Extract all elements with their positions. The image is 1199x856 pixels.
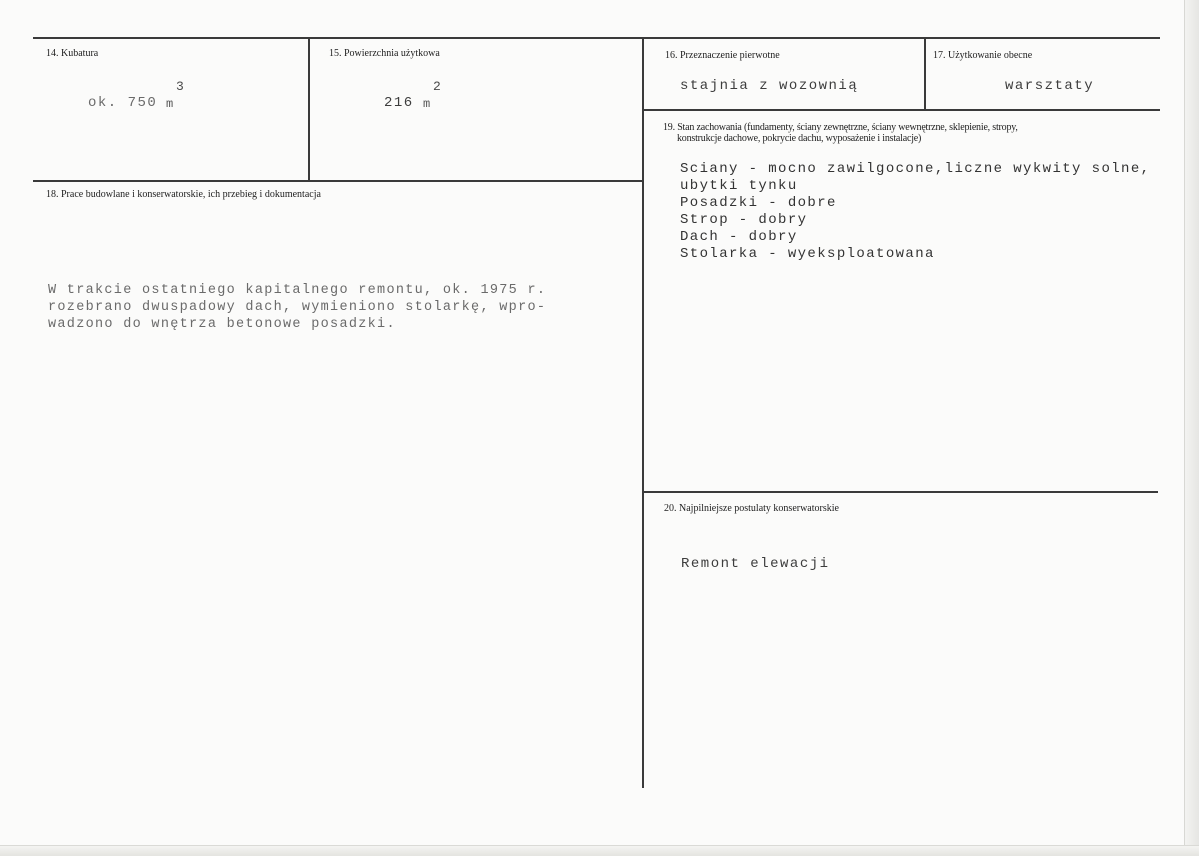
- field-15-exponent: 2: [433, 79, 441, 94]
- field-20-label: 20. Najpilniejsze postulaty konserwatorskie: [664, 503, 839, 514]
- field-19-line: Sciany - mocno zawilgocone,liczne wykwity solne,: [680, 161, 1151, 177]
- field-17-value: warsztaty: [1005, 78, 1095, 94]
- main-vertical-divider: [642, 37, 644, 788]
- field-19-label-line-1: 19. Stan zachowania (fundamenty, ściany zewnętrzne, ściany wewnętrzne, sklepienie, stropy,: [663, 122, 1018, 133]
- rule-above-20: [644, 491, 1158, 493]
- field-14-label: 14. Kubatura: [46, 48, 99, 59]
- field-19-label-line-2: konstrukcje dachowe, pokrycie dachu, wyposażenie i instalacje): [677, 133, 922, 144]
- field-14-value: ok. 750: [88, 95, 158, 111]
- field-14-unit: m: [166, 97, 174, 111]
- field-19-line: Posadzki - dobre: [680, 195, 837, 211]
- field-19-text: [680, 161, 1150, 263]
- divider-14-15: [308, 37, 310, 181]
- field-15-label: 15. Powierzchnia użytkowa: [329, 48, 440, 59]
- field-19-line: Strop - dobry: [680, 212, 808, 228]
- field-18-label: 18. Prace budowlane i konserwatorskie, ich przebieg i dokumentacja: [46, 189, 321, 200]
- divider-16-17: [924, 37, 926, 110]
- field-14-exponent: 3: [176, 79, 184, 94]
- field-19-line: Stolarka - wyeksploatowana: [680, 246, 935, 262]
- field-19-line: ubytki tynku: [680, 178, 798, 194]
- field-17-label: 17. Użytkowanie obecne: [933, 50, 1033, 61]
- rule-under-16-17: [644, 109, 1160, 111]
- top-rule: [33, 37, 1160, 39]
- field-15-unit: m: [423, 97, 431, 111]
- rule-under-14-15: [33, 180, 644, 182]
- field-18-line: W trakcie ostatniego kapitalnego remontu, ok. 1975 r.: [48, 283, 547, 298]
- field-16-value: stajnia z wozownią: [680, 78, 859, 94]
- field-15-value: 216: [384, 95, 414, 111]
- card-bottom-edge: [0, 845, 1199, 856]
- field-18-line: wadzono do wnętrza betonowe posadzki.: [48, 317, 396, 332]
- field-18-text: [48, 282, 546, 333]
- field-19-line: Dach - dobry: [680, 229, 798, 245]
- field-18-line: rozebrano dwuspadowy dach, wymieniono stolarkę, wpro-: [48, 300, 547, 315]
- card-right-edge: [1184, 0, 1199, 856]
- field-16-label: 16. Przeznaczenie pierwotne: [665, 50, 780, 61]
- field-20-value: Remont elewacji: [681, 556, 830, 572]
